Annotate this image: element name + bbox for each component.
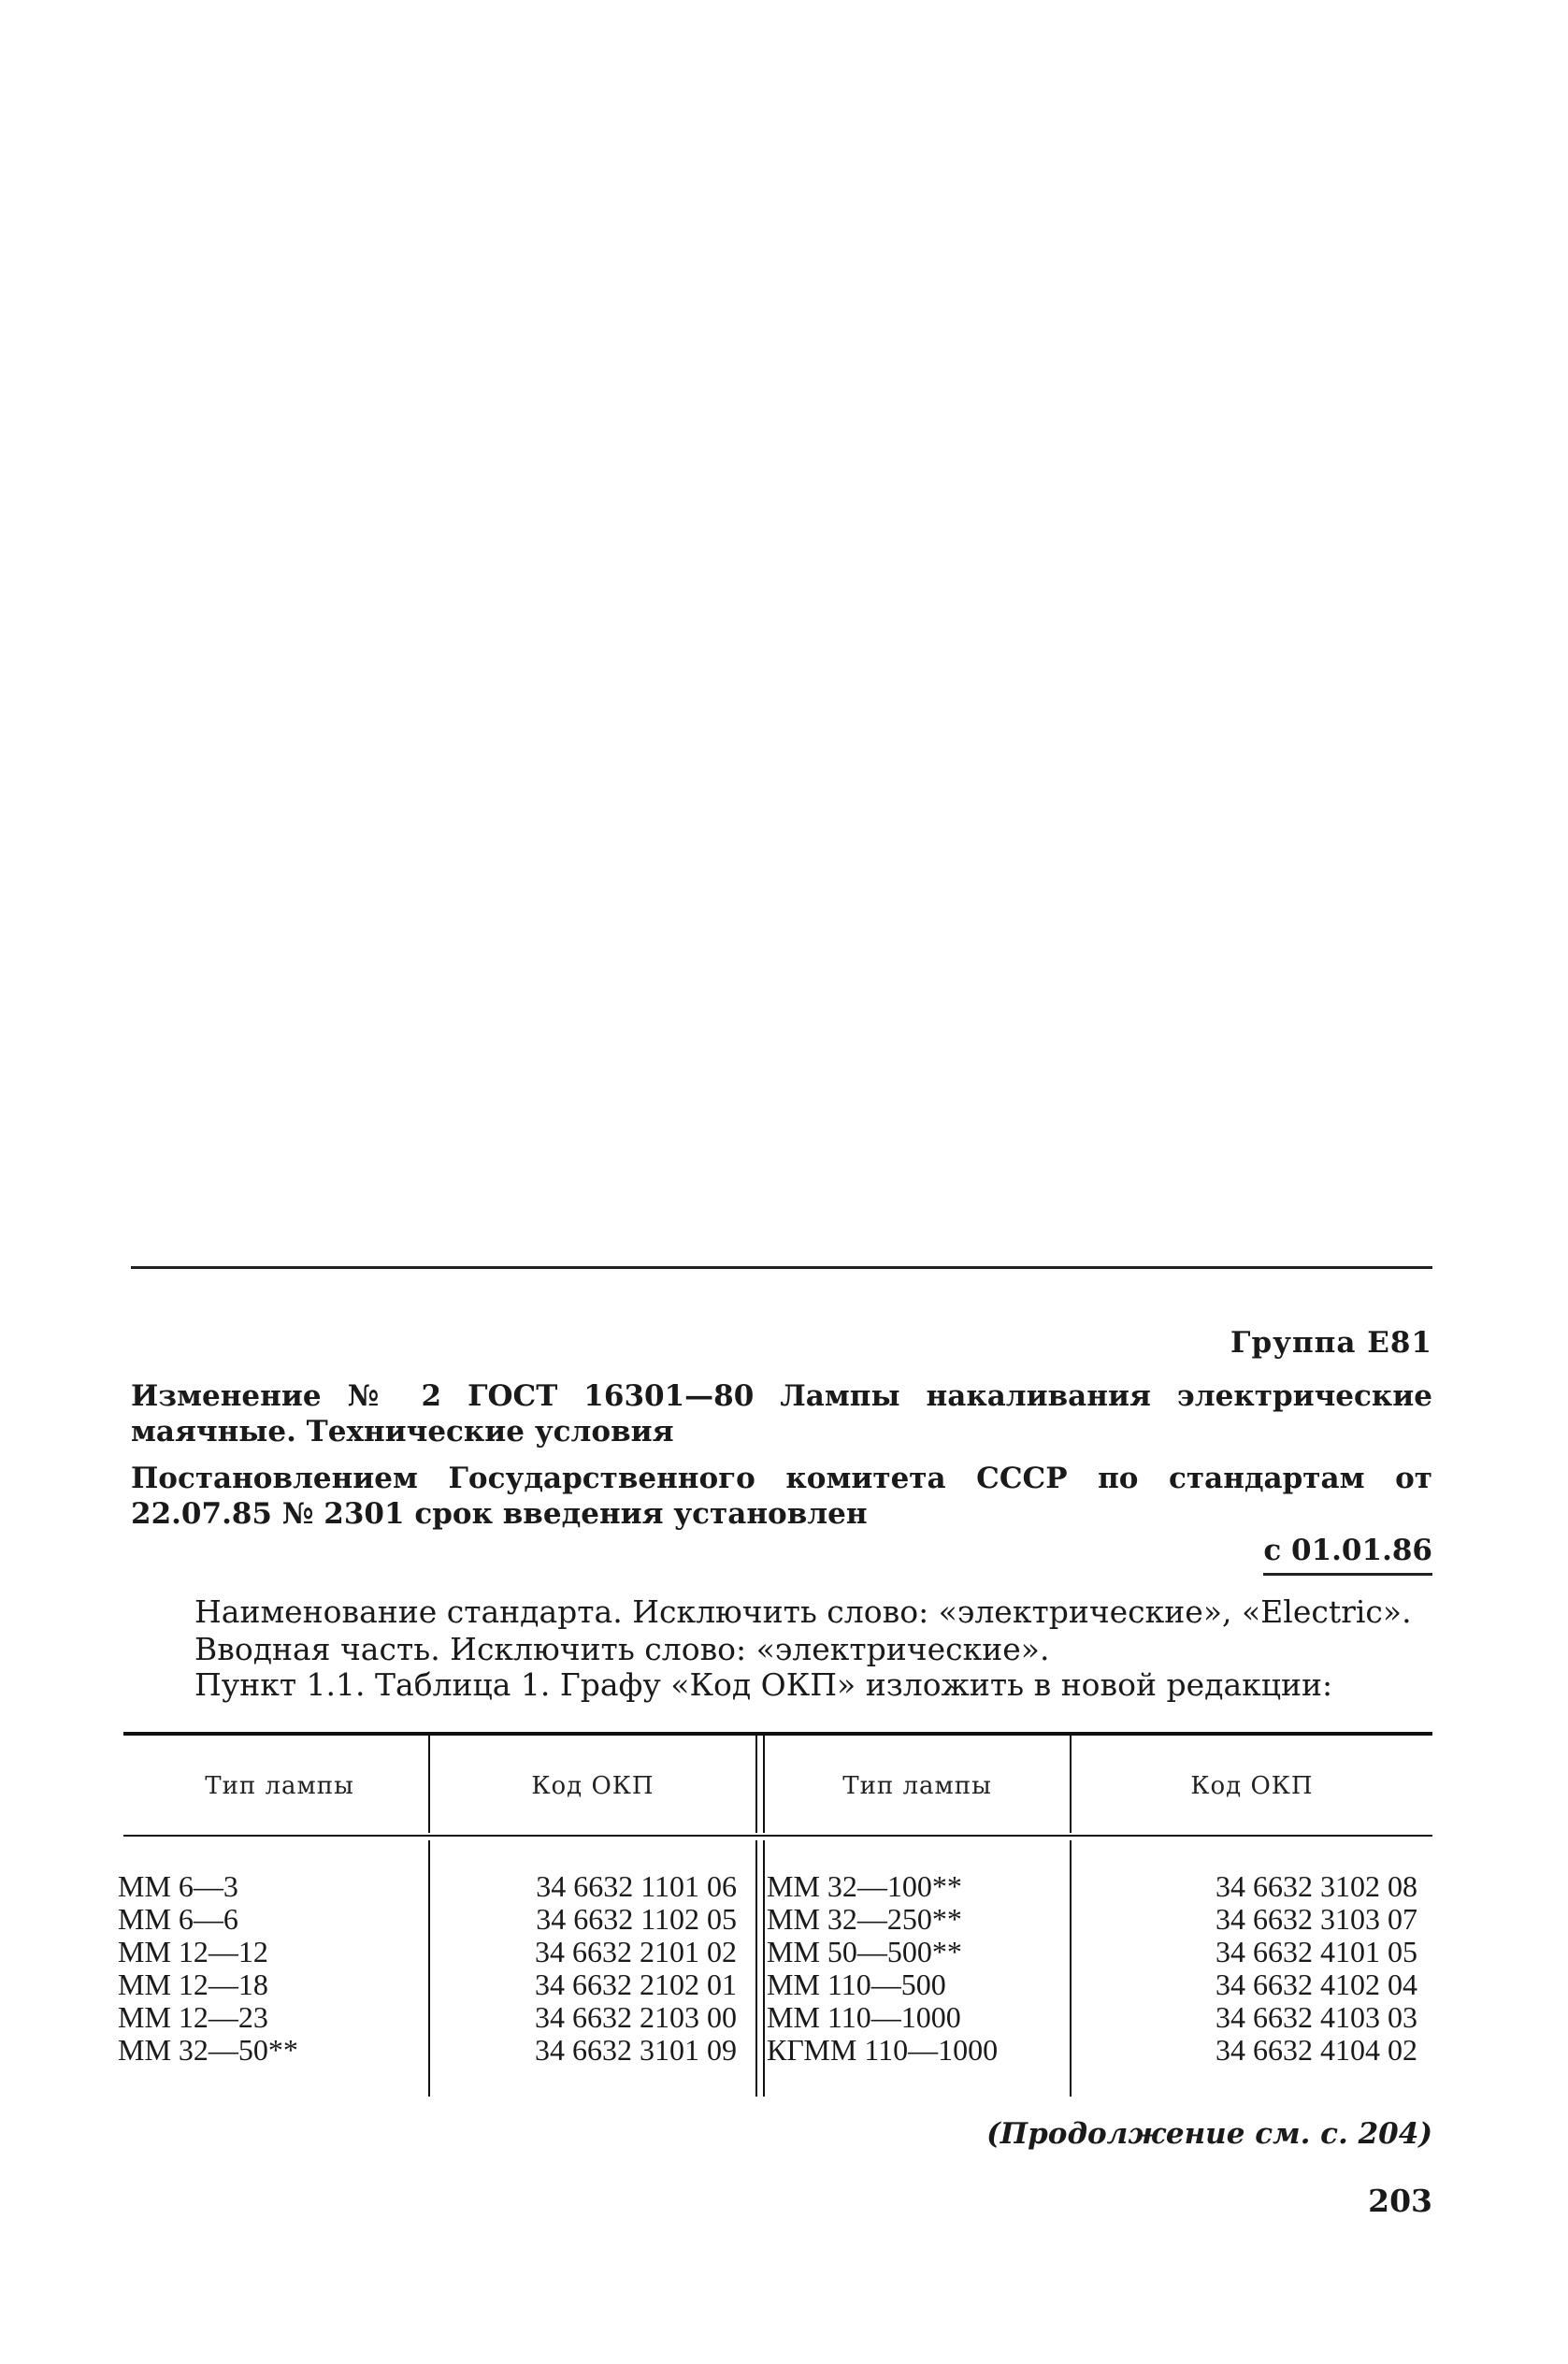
group-code: Группа Е81 [1230, 1326, 1432, 1360]
table-cell-type: ММ 12—12 [118, 1935, 268, 1968]
column-divider-double [755, 1840, 757, 2097]
table-cell-code: 34 6632 4102 04 [1216, 1968, 1417, 2001]
column-divider [428, 1840, 430, 2097]
column-divider [1070, 1840, 1072, 2097]
table-cell-code: 34 6632 1102 05 [536, 1902, 737, 1936]
top-rule [131, 1266, 1432, 1269]
amendment-title: Изменение № 2 ГОСТ 16301—80 Лампы накаливания электрические маячные. Технические условия [131, 1379, 1432, 1449]
table-cell-type: ММ 32—100** [767, 1869, 962, 1903]
column-divider-double [755, 1736, 757, 1833]
paragraph-clause: Пункт 1.1. Таблица 1. Графу «Код ОКП» изложить в новой редакции: [194, 1666, 1333, 1703]
table-cell-code: 34 6632 1101 06 [536, 1869, 737, 1903]
table-cell-code: 34 6632 4104 02 [1216, 2033, 1417, 2067]
table-cell-type: ММ 6—3 [118, 1869, 238, 1903]
effective-date: с 01.01.86 [1263, 1534, 1432, 1576]
table-cell-code: 34 6632 3103 07 [1216, 1902, 1417, 1936]
table-header-rule [123, 1835, 1432, 1837]
continuation-note: (Продолжение см. с. 204) [986, 2117, 1432, 2151]
page-number: 203 [1368, 2183, 1432, 2219]
table-cell-type: ММ 110—500 [767, 1968, 946, 2001]
paragraph-standard-name: Наименование стандарта. Исключить слово: «электрические», «Electric». [194, 1593, 1412, 1630]
table-cell-code: 34 6632 4101 05 [1216, 1935, 1417, 1968]
header-lamp-type: Тип лампы [205, 1772, 354, 1800]
column-divider-double [763, 1840, 765, 2097]
table-cell-type: КГММ 110—1000 [767, 2033, 999, 2067]
table-cell-code: 34 6632 2102 01 [535, 1968, 737, 2001]
table-cell-code: 34 6632 2101 02 [535, 1935, 737, 1968]
table-top-rule [123, 1732, 1432, 1736]
header-okp-code: Код ОКП [1190, 1772, 1314, 1800]
left-okp-code-column [468, 1870, 737, 2067]
table-cell-code: 34 6632 4103 03 [1216, 2000, 1417, 2034]
table-cell-code: 34 6632 3101 09 [535, 2033, 737, 2067]
table-cell-type: ММ 32—250** [767, 1902, 962, 1936]
header-lamp-type: Тип лампы [842, 1772, 992, 1800]
table-cell-code: 34 6632 3102 08 [1216, 1869, 1417, 1903]
right-lamp-type-column [767, 1870, 998, 2067]
header-okp-code: Код ОКП [531, 1772, 655, 1800]
table-cell-type: ММ 50—500** [767, 1935, 962, 1968]
table-cell-type: ММ 12—18 [118, 1968, 268, 2001]
table-cell-type: ММ 110—1000 [767, 2000, 961, 2034]
table-cell-type: ММ 6—6 [118, 1902, 238, 1936]
table-cell-code: 34 6632 2103 00 [535, 2000, 737, 2034]
table-cell-type: ММ 32—50** [118, 2033, 298, 2067]
paragraph-intro: Вводная часть. Исключить слово: «электрические». [194, 1631, 1050, 1667]
left-lamp-type-column [118, 1870, 298, 2067]
table-cell-type: ММ 12—23 [118, 2000, 268, 2034]
decree-text: Постановлением Государственного комитета СССР по стандартам от 22.07.85 № 2301 срок введения установлен [131, 1462, 1432, 1531]
right-okp-code-column [1103, 1870, 1417, 2067]
